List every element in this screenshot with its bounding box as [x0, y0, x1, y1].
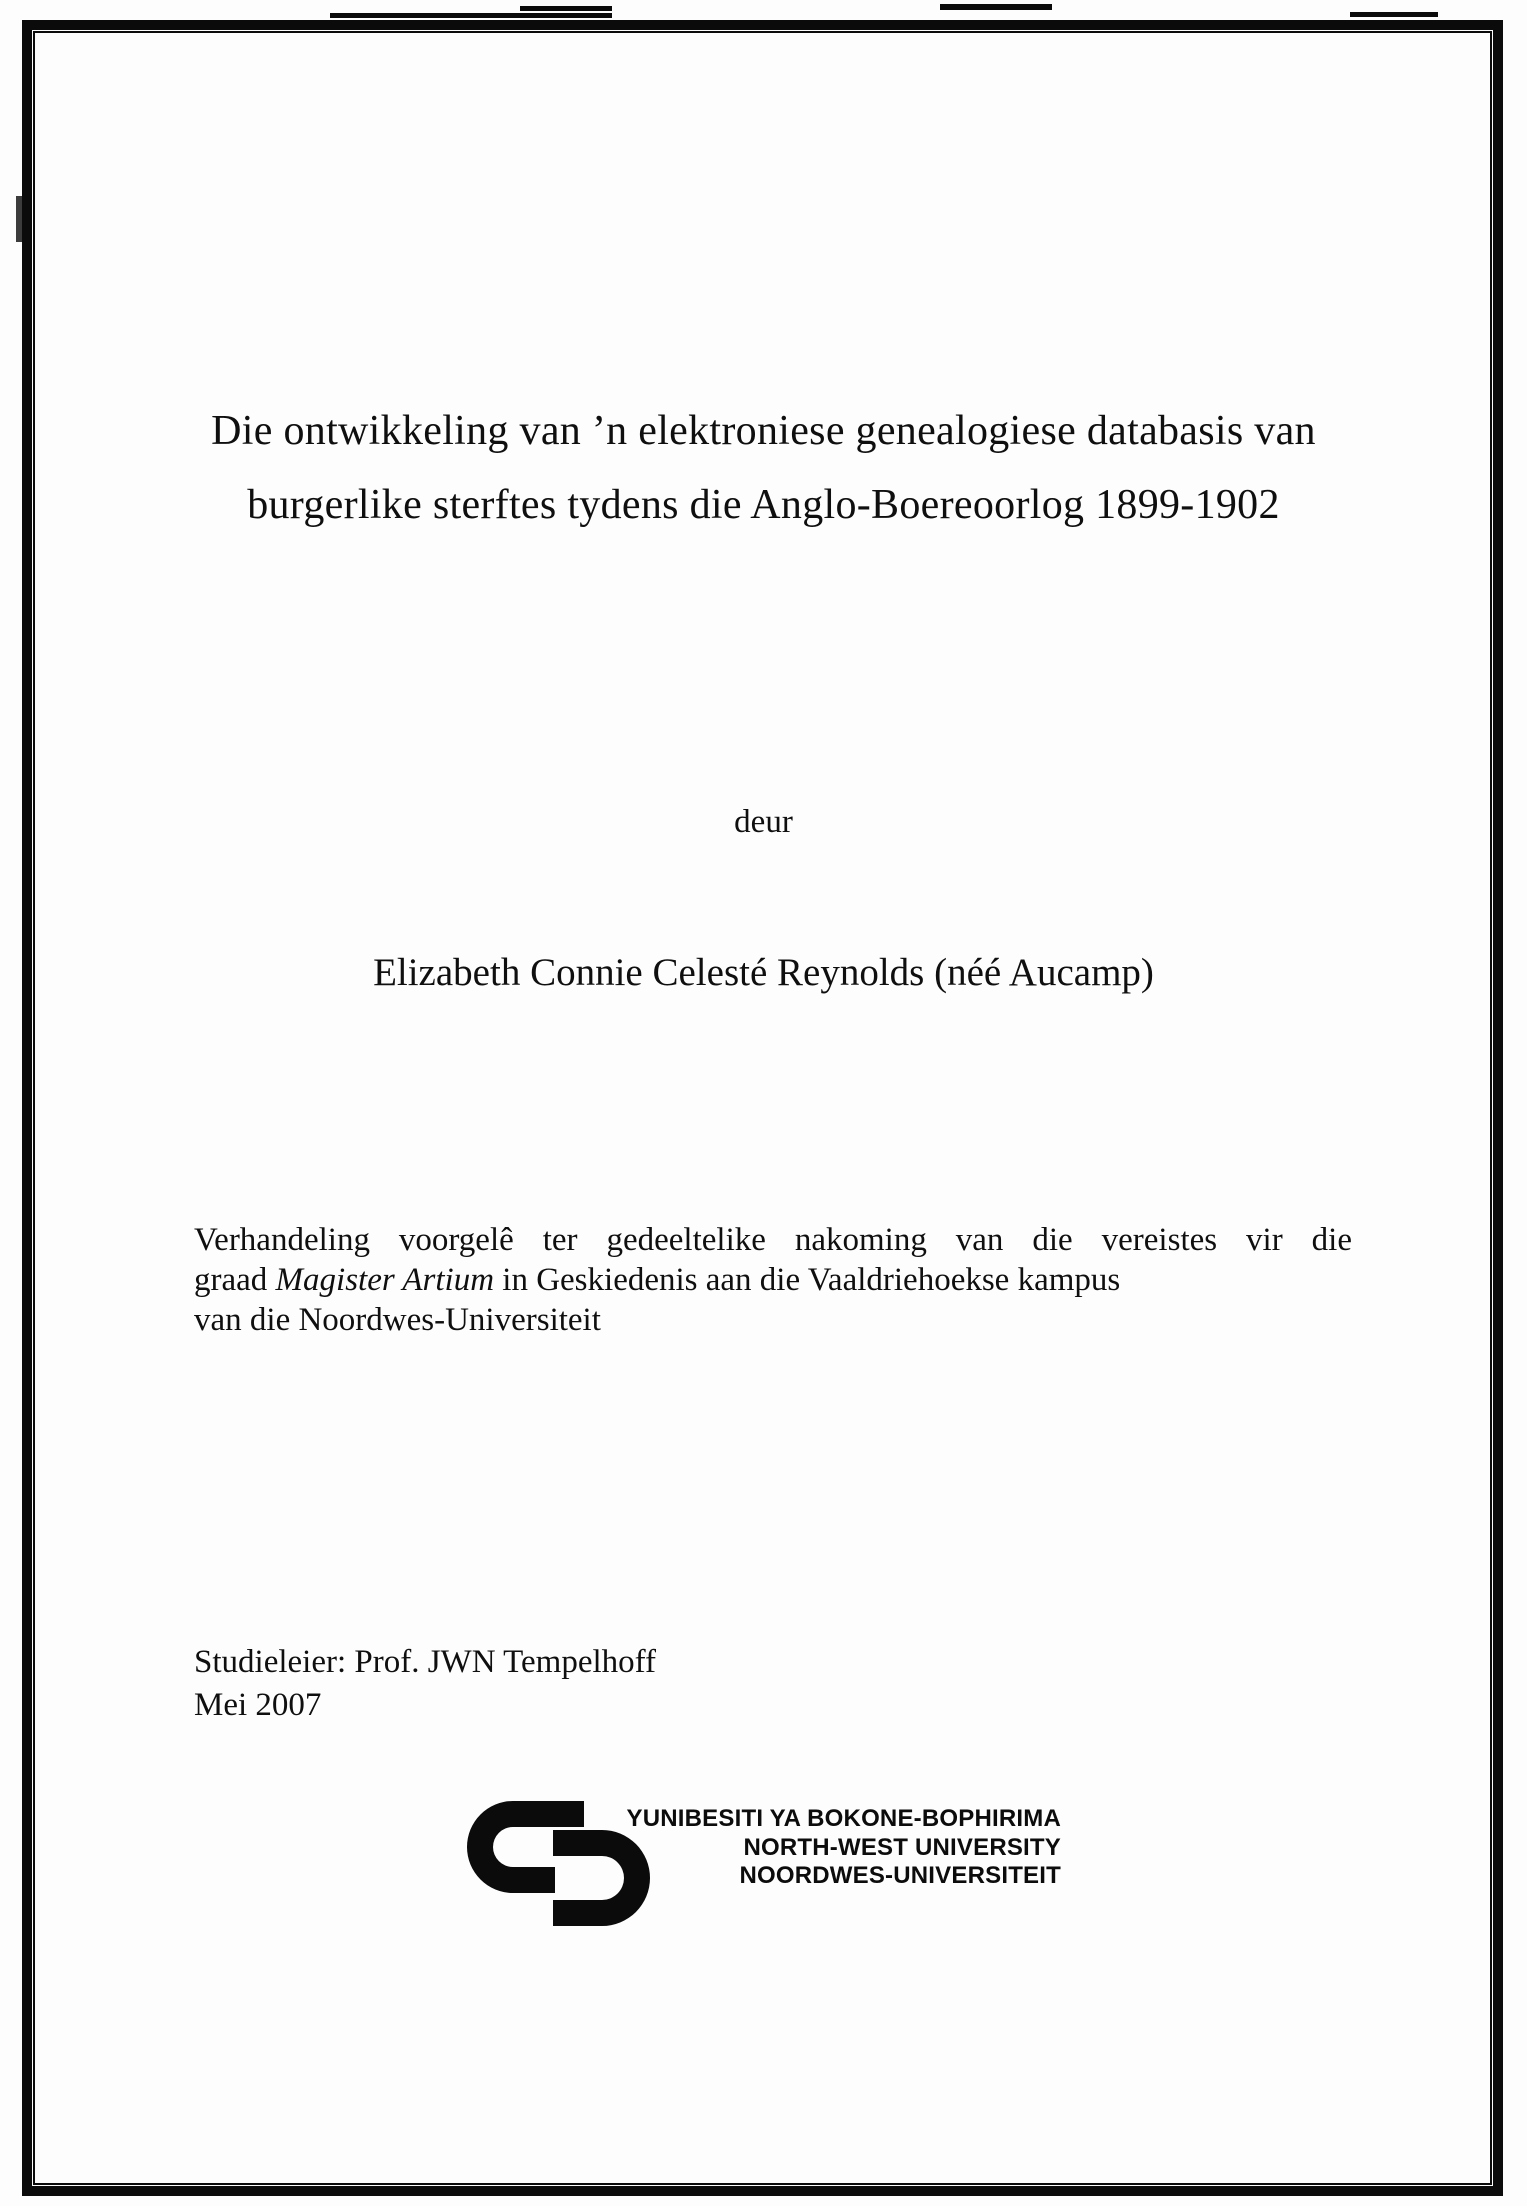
university-logo — [467, 1799, 1077, 1931]
statement-line-3: van die Noordwes-Universiteit — [194, 1302, 601, 1338]
date-line: Mei 2007 — [194, 1687, 322, 1723]
statement-line-2-prefix: graad — [194, 1262, 276, 1298]
byline-text: deur — [734, 804, 793, 840]
scan-artifact — [520, 6, 612, 11]
degree-statement — [194, 1220, 1352, 1340]
scan-artifact — [940, 4, 1052, 10]
scan-artifact — [1350, 12, 1438, 17]
scan-artifact — [330, 13, 612, 18]
supervisor-block — [194, 1641, 656, 1727]
thesis-title-line2: burgerlike sterftes tydens die Anglo-Boereoorlog 1899-1902 — [247, 482, 1280, 528]
degree-name-italic: Magister Artium — [275, 1262, 495, 1298]
thesis-title — [0, 394, 1527, 542]
author-name: Elizabeth Connie Celesté Reynolds (néé Aucamp) — [373, 951, 1154, 994]
statement-line-2 — [194, 1260, 1352, 1300]
logo-line-english: NORTH-WEST UNIVERSITY — [743, 1833, 1061, 1861]
thesis-title-line1: Die ontwikkeling van ’n elektroniese genealogiese databasis van — [211, 408, 1316, 454]
logo-line-setswana: YUNIBESITI YA BOKONE-BOPHIRIMA — [626, 1805, 1061, 1832]
statement-line-1: Verhandeling voorgelê ter gedeeltelike nakoming van die vereistes vir die — [194, 1222, 1352, 1258]
logo-line-afrikaans: NOORDWES-UNIVERSITEIT — [739, 1862, 1061, 1889]
logo-wordmark — [585, 1805, 1061, 1891]
supervisor-line: Studieleier: Prof. JWN Tempelhoff — [194, 1644, 657, 1680]
statement-line-2-suffix: in Geskiedenis aan die Vaaldriehoekse kampus — [494, 1262, 1121, 1298]
